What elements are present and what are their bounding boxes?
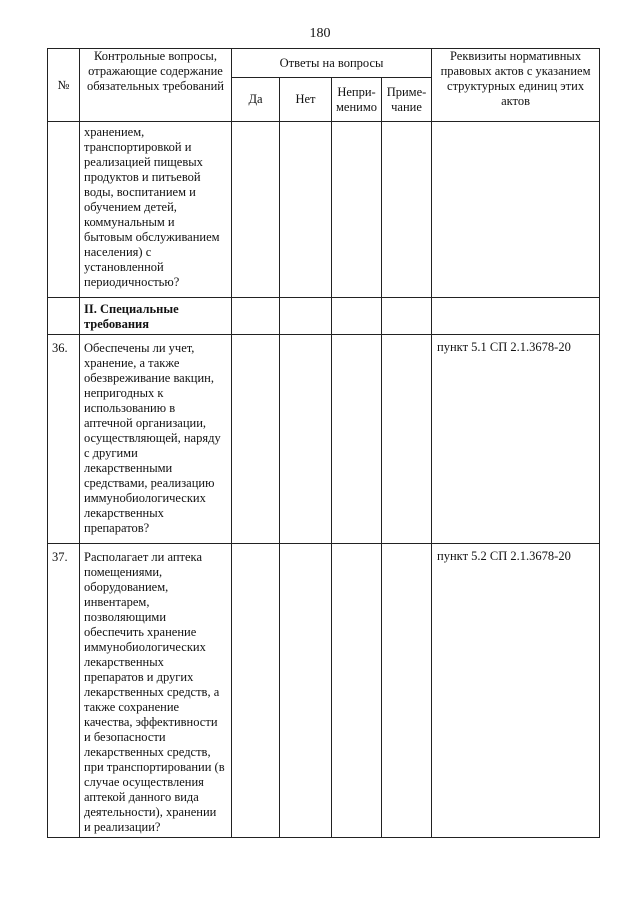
row-question: Обеспечены ли учет, хранение, а также обезвреживание вакцин, непригодных к использованию в аптечной организации, осуществляющей, наряду с другими лекарственными средствами, реализацию иммунобиологических лекарственных препаратов? [80, 335, 232, 544]
header-refs: Реквизиты нормативных правовых актов с указанием структурных единиц этих актов [432, 49, 600, 122]
answer-no-cell[interactable] [280, 122, 332, 298]
table-row [48, 335, 600, 544]
answer-na-cell[interactable] [332, 298, 382, 335]
answer-note-cell[interactable] [382, 122, 432, 298]
header-na: Непри- менимо [332, 78, 382, 122]
answer-note-cell[interactable] [382, 335, 432, 544]
header-yes: Да [232, 78, 280, 122]
header-row-top [48, 49, 600, 78]
answer-yes-cell[interactable] [232, 122, 280, 298]
header-number: № [48, 49, 80, 122]
row-number [48, 298, 80, 335]
row-question: Располагает ли аптека помещениями, оборудованием, инвентарем, позволяющими обеспечить хранение иммунобиологических лекарственных препаратов и других лекарственных средств, а также сохранение качества, эффективности и безопасности лекарственных средств, при транспортировании (в случае осуществления аптекой данного вида деятельности), хранении и реализации? [80, 544, 232, 838]
answer-note-cell[interactable] [382, 298, 432, 335]
answer-no-cell[interactable] [280, 544, 332, 838]
row-ref [432, 298, 600, 335]
answer-yes-cell[interactable] [232, 544, 280, 838]
row-number: 37. [48, 544, 80, 838]
header-answers: Ответы на вопросы [232, 49, 432, 78]
header-question: Контрольные вопросы, отражающие содержание обязательных требований [80, 49, 232, 122]
answer-no-cell[interactable] [280, 335, 332, 544]
section-title: II. Специальные требования [80, 298, 232, 335]
answer-na-cell[interactable] [332, 122, 382, 298]
answer-no-cell[interactable] [280, 298, 332, 335]
section-row [48, 298, 600, 335]
page-number: 180 [309, 26, 331, 41]
checklist-table [47, 48, 600, 838]
row-ref: пункт 5.2 СП 2.1.3678-20 [432, 544, 600, 838]
row-ref: пункт 5.1 СП 2.1.3678-20 [432, 335, 600, 544]
row-number [48, 122, 80, 298]
answer-na-cell[interactable] [332, 335, 382, 544]
answer-yes-cell[interactable] [232, 335, 280, 544]
header-no: Нет [280, 78, 332, 122]
row-question: хранением, транспортировкой и реализацией пищевых продуктов и питьевой воды, воспитанием и обучением детей, коммунальным и бытовым обслуживанием населения) с установленной периодичностью? [80, 122, 232, 298]
row-ref [432, 122, 600, 298]
row-number: 36. [48, 335, 80, 544]
table-row [48, 544, 600, 838]
answer-na-cell[interactable] [332, 544, 382, 838]
header-note: Приме- чание [382, 78, 432, 122]
answer-note-cell[interactable] [382, 544, 432, 838]
table-row [48, 122, 600, 298]
answer-yes-cell[interactable] [232, 298, 280, 335]
